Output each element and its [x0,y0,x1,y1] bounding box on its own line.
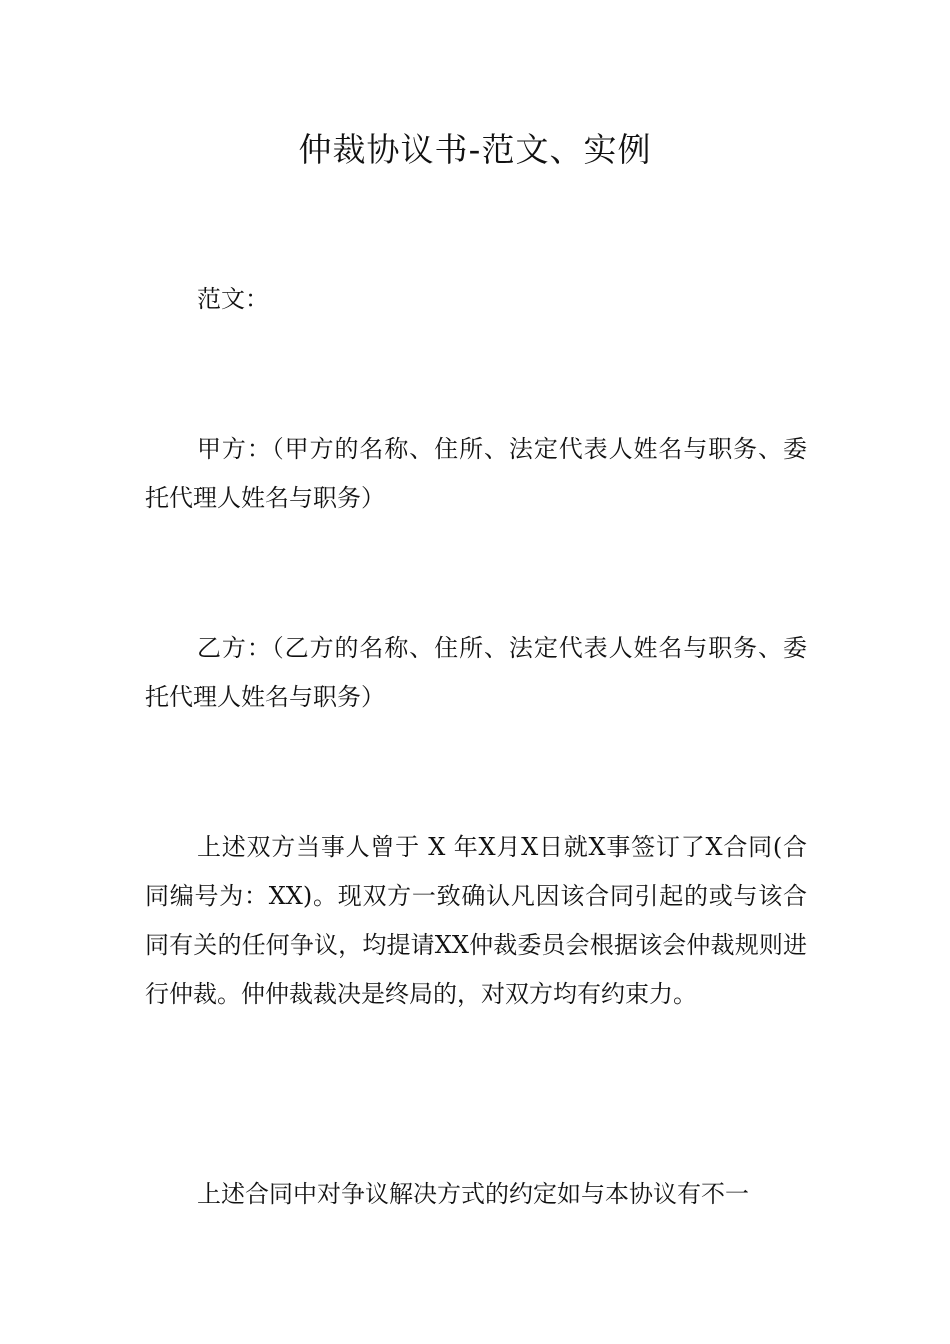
paragraph-arbitration-clause: 上述双方当事人曾于 X 年X月X日就X事签订了X合同(合同编号为：XX)。现双方一致确认凡因该合同引起的或与该合同有关的任何争议，均提请XX仲裁委员会根据该会仲裁规则进行仲裁。仲仲裁裁决是终局的，对双方均有约束力。 [145,833,807,1008]
paragraph-party-b: 乙方：（乙方的名称、住所、法定代表人姓名与职务、委托代理人姓名与职务） [145,634,807,711]
paragraph-conflict-clause: 上述合同中对争议解决方式的约定如与本协议有不一 [197,1180,749,1208]
paragraph-party-a: 甲方：（甲方的名称、住所、法定代表人姓名与职务、委托代理人姓名与职务） [145,435,807,512]
document-title: 仲裁协议书-范文、实例 [298,130,652,169]
paragraph-sample-label: 范文： [197,285,269,313]
